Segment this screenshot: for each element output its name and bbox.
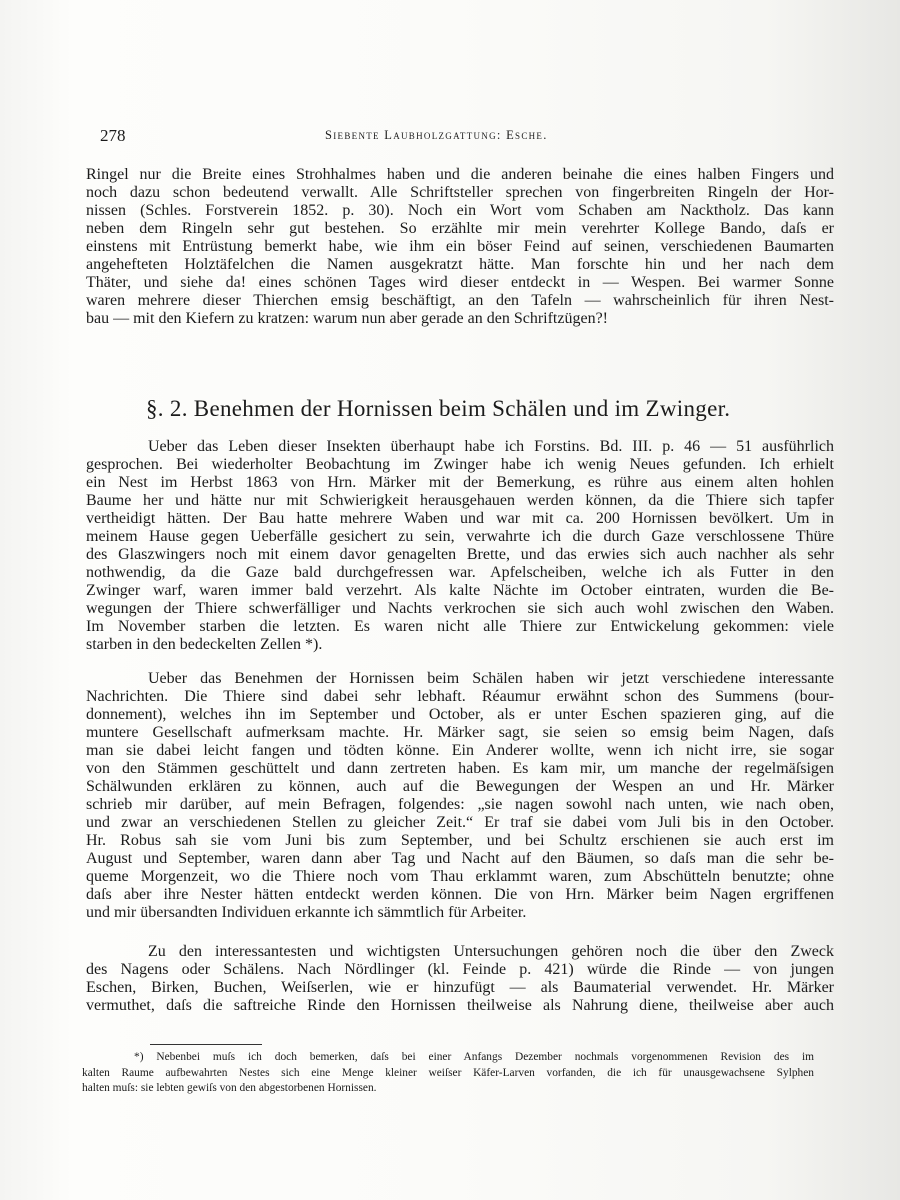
text-line: schrieb mir darüber, auf mein Befragen, folgendes: „sie nagen sowohl nach unten, wie nach oben,: [86, 796, 834, 813]
text-line: queme Morgenzeit, wo die Thiere noch vom Thau erklammt waren, zum Abschütteln benutzte; ohne: [86, 868, 834, 885]
text-line: wegungen der Thiere schwerfälliger und Nachts verkrochen sie sich auch wohl zwischen den Waben.: [86, 600, 834, 617]
text-line: man sie dabei leicht fangen und tödten könne. Ein Anderer wollte, wenn ich nicht irre, sie sogar: [86, 742, 834, 759]
text-line: Zu den interessantesten und wichtigsten Untersuchungen gehören noch die über den Zweck: [148, 943, 834, 960]
text-line: Eschen, Birken, Buchen, Weiſserlen, wie er hinzufügt — als Baumaterial verwendet. Hr. Märker: [86, 979, 834, 996]
paragraph-nest: [86, 438, 834, 654]
text-line: Ringel nur die Breite eines Strohhalmes haben und die anderen beinahe die eines halben Fingers und: [86, 166, 834, 183]
text-line: starben in den bedeckelten Zellen *).: [86, 636, 323, 653]
footnote-line: kalten Raume aufbewahrten Nestes sich eine Menge kleiner weiſser Käfer-Larven vorfanden, die ich für unausgewachsene Sylphen: [82, 1066, 814, 1079]
text-line: daſs aber ihre Nester hätten entdeckt werden können. Die von Hrn. Märker beim Nagen ergriffenen: [86, 886, 834, 903]
text-line: Thäter, und siehe da! eines schönen Tages wird dieser entdeckt in — Wespen. Bei warmer Sonne: [86, 274, 834, 291]
page-header: [100, 126, 830, 150]
text-line: des Glaszwingers noch mit einem davor genagelten Brette, und das erwies sich auch nachher als sehr: [86, 546, 834, 563]
text-line: neben dem Ringeln sehr gut bestehen. So erzählte mir mein verehrter Kollege Bando, daſs er: [86, 220, 834, 237]
text-line: donnement), welches ihn im September und October, als er unter Eschen spazieren ging, auf die: [86, 706, 834, 723]
text-line: des Nagens oder Schälens. Nach Nördlinger (kl. Feinde p. 421) würde die Rinde — von jungen: [86, 961, 834, 978]
page-number: 278: [100, 126, 126, 145]
text-line: Zwinger warf, waren immer bald verzehrt. Als kalte Nächte im October eintraten, wurden die Be-: [86, 582, 834, 599]
running-head: Siebente Laubholzgattung: Esche.: [325, 128, 548, 142]
text-line: nissen (Schles. Forstverein 1852. p. 30). Noch ein Wort vom Schaben am Nacktholz. Das kann: [86, 202, 834, 219]
text-line: gesprochen. Bei wiederholter Beobachtung im Zwinger habe ich wenig Neues gefunden. Ich erhielt: [86, 456, 834, 473]
paragraph-purpose: [86, 943, 834, 1015]
footnote: [82, 1050, 814, 1097]
text-line: vertheidigt hätten. Der Bau hatte mehrere Waben und war mit ca. 200 Hornissen bevölkert. Um in: [86, 510, 834, 527]
text-line: Nachrichten. Die Thiere sind dabei sehr lebhaft. Réaumur erwähnt schon des Summens (bour-: [86, 688, 834, 705]
text-line: August und September, waren dann aber Tag und Nacht auf den Bäumen, so daſs man die sehr be-: [86, 850, 834, 867]
text-line: ein Nest im Herbst 1863 von Hrn. Märker mit der Bemerkung, es rühre aus einem alten hohlen: [86, 474, 834, 491]
text-line: und zwar an verschiedenen Stellen zu gleicher Zeit.“ Er traf sie dabei vom Juli bis in den October.: [86, 814, 834, 831]
text-line: einstens mit Entrüstung bemerkt habe, wie ihm ein böser Feind auf seinen, verschiedenen Baumarten: [86, 238, 834, 255]
text-line: noch dazu schon bedeutend verwallt. Alle Schriftsteller sprechen von fingerbreiten Ringeln der Hor-: [86, 184, 834, 201]
footnote-line: halten muſs: sie lebten gewiſs von den abgestorbenen Hornissen.: [82, 1082, 377, 1095]
text-line: Ueber das Benehmen der Hornissen beim Schälen haben wir jetzt verschiedene interessante: [148, 670, 834, 687]
text-line: Schälwunden erklären zu können, auch auf die Bewegungen der Wespen an und Hr. Märker: [86, 778, 834, 795]
footnote-separator: [150, 1044, 262, 1045]
footnote-line: *) Nebenbei muſs ich doch bemerken, daſs bei einer Anfangs Dezember nochmals vorgenommenen Revision des im: [134, 1051, 814, 1063]
text-line: vermuthet, daſs die saftreiche Rinde den Hornissen theilweise als Nahrung diene, theilweise aber auch: [86, 997, 834, 1014]
text-line: von den Stämmen geschüttelt und dann zertreten haben. Es kam mir, um manche der regelmäſsigen: [86, 760, 834, 777]
text-line: muntere Gesellschaft aufmerksam machte. Hr. Märker sagt, sie seien so emsig beim Nagen, daſs: [86, 724, 834, 741]
text-line: waren mehrere dieser Thierchen emsig beschäftigt, an den Tafeln — wahrscheinlich für ihren Nest-: [86, 292, 834, 309]
text-line: bau — mit den Kiefern zu kratzen: warum nun aber gerade an den Schriftzügen?!: [86, 310, 608, 327]
paragraph-behaviour: [86, 670, 834, 922]
text-line: und mir übersandten Individuen erkannte ich sämmtlich für Arbeiter.: [86, 904, 527, 921]
text-line: meinem Hause gegen Ueberfälle gesichert zu sein, verwahrte ich die durch Gaze verschlossene Thüre: [86, 528, 834, 545]
text-line: Baume her und hätte nur mit Schwierigkeit herausgehauen werden können, da die Thiere sich tapfer: [86, 492, 834, 509]
section-heading: §. 2. Benehmen der Hornissen beim Schälen und im Zwinger.: [146, 396, 731, 421]
text-line: Ueber das Leben dieser Insekten überhaupt habe ich Forstins. Bd. III. p. 46 — 51 ausführlich: [148, 438, 834, 455]
paragraph-continued: [86, 166, 834, 328]
text-line: angehefteten Holztäfelchen die Namen ausgekratzt hätte. Man forschte hin und her nach dem: [86, 256, 834, 273]
text-line: Hr. Robus sah sie vom Juni bis zum September, und bei Schultz erschienen sie auch erst im: [86, 832, 834, 849]
text-line: nothwendig, da die Gaze bald durchgefressen war. Apfelscheiben, welche ich als Futter in den: [86, 564, 834, 581]
text-line: Im November starben die letzten. Es waren nicht alle Thiere zur Entwickelung gekommen: viele: [86, 618, 834, 635]
